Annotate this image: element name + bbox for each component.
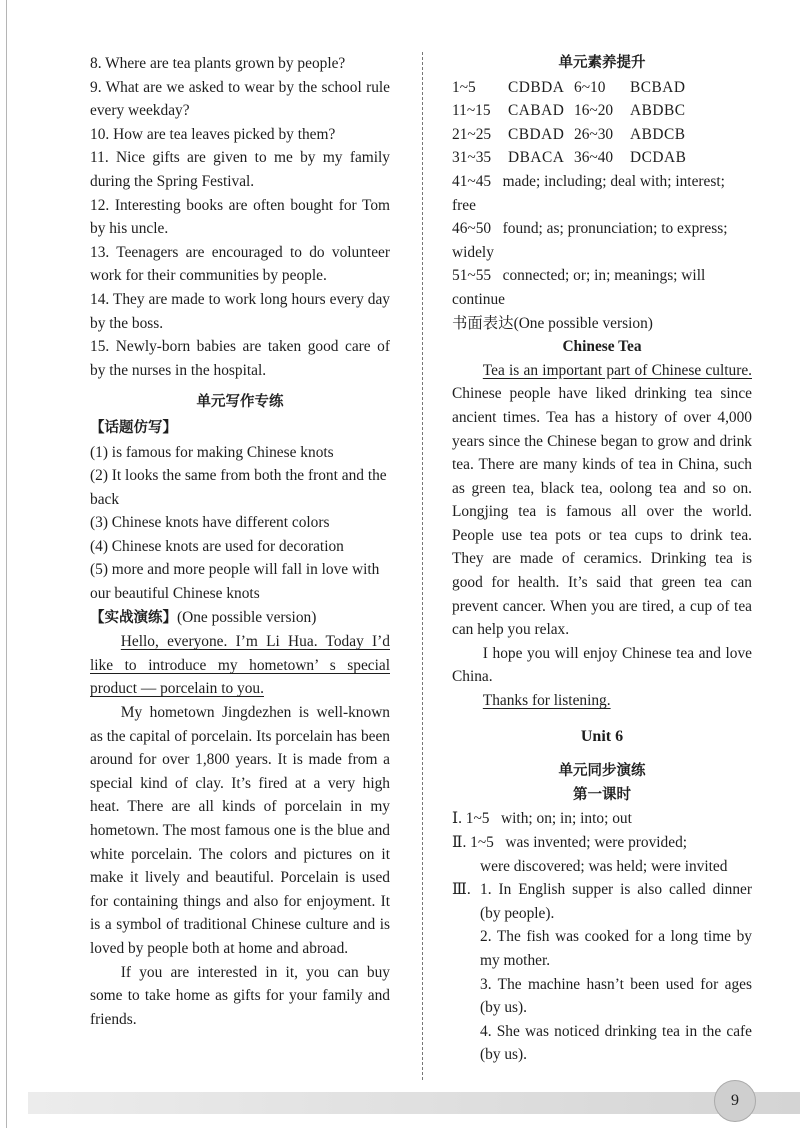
footer-band [28,1092,800,1114]
answer-key: CDBDA [508,78,565,96]
answer-line: 11. Nice gifts are given to me by my family during the Spring Festival. [90,149,390,190]
unit-title: Unit 6 [580,727,624,745]
essay-paragraph [452,359,752,642]
answer-line: 13. Teenagers are encouraged to do volunteer work for their communities by people. [90,243,390,285]
answer-line: 10. How are tea leaves picked by them? [90,125,336,143]
answer-range: 26~30 [574,125,614,143]
answer-key: ABDCB [630,125,686,143]
part-three-item: 2. The fish was cooked for a long time by my mother. [480,928,752,969]
answer-range: 16~20 [574,102,614,120]
sync-section-heading: 单元同步演练 [558,763,646,780]
left-column [90,52,390,1031]
essay-topic-sentence: Tea is an important part of Chinese culture. [482,361,752,379]
page-number: 9 [714,1080,756,1122]
part-three-item: 1. In English supper is also called dinner (by people). [480,881,752,922]
topic-item: (1) is famous for making Chinese knots [90,443,334,461]
answer-key: CABAD [508,102,565,120]
fill-answer-line: 46~50 found; as; pronunciation; to express; widely [452,220,732,261]
binding-edge [6,0,7,1128]
topic-item: (4) Chinese knots are used for decoration [90,537,344,555]
lesson-heading: 第一课时 [573,786,631,803]
essay-thanks-line [452,689,752,713]
right-column [452,52,752,1067]
column-divider [422,52,423,1080]
answer-row [452,146,752,170]
answer-row [452,76,752,100]
literacy-section-heading: 单元素养提升 [558,55,646,71]
part-two-answers-cont: were discovered; was held; were invited [480,857,728,875]
essay-title: Chinese Tea [562,338,642,356]
practice-note: (One possible version) [177,608,317,626]
topic-item: (3) Chinese knots have different colors [90,514,330,532]
answer-range: 6~10 [574,78,606,96]
part-three-items [480,878,752,1067]
answer-line: 14. They are made to work long hours every day by the boss. [90,290,390,332]
answer-row [452,123,752,147]
topic-item: (5) more and more people will fall in love with our beautiful Chinese knots [90,561,380,603]
answer-line: 9. What are we asked to wear by the school rule every weekday? [90,78,390,120]
writing-section-heading: 单元写作专练 [196,394,284,411]
answer-range: 36~40 [574,149,614,167]
fill-answer-line: 41~45 made; including; deal with; interest; free [452,172,729,214]
answer-line: 12. Interesting books are often bought for Tom by his uncle. [90,196,390,238]
part-one-answers: Ⅰ. 1~5 with; on; in; into; out [452,810,632,828]
practice-heading [90,606,390,631]
essay-body: Chinese people have liked drinking tea since ancient times. Tea has a history of over 4,000 years since the Chinese began to grow and drink tea. There are many kinds of tea in China, such as green tea, black tea, oolong tea and so on. Longjing tea is famous all over the world. People use tea pots or tea cups to drink tea. They are made of ceramics. Drinking tea is good for health. It’s said that green tea can prevent cancer. When you are tired, a cup of tea can help you relax. [452,385,752,639]
part-three-block [452,878,752,1067]
answer-line: 15. Newly-born babies are taken good care of by the nurses in the hospital. [90,338,390,379]
answer-key: DBACA [508,149,565,167]
essay-hope: I hope you will enjoy Chinese tea and love China. [452,644,752,686]
part-three-label: Ⅲ. [452,881,471,899]
answer-key: ABDBC [630,102,686,120]
answer-key: BCBAD [630,78,686,96]
part-two-answers: Ⅱ. 1~5 was invented; were provided; [452,834,688,851]
topic-item: (2) It looks the same from both the front and the back [90,467,387,508]
essay-paragraph: My hometown Jingdezhen is well-known as the capital of porcelain. Its porcelain has been around for over 1,800 years. It is made from a special kind of clay. It’s fired at a very high heat. There are all kinds of porcelain in my hometown. The most famous one is the blue and white porcelain. The colors and pictures on it make it lively and beautiful. Porcelain is used for containing things and also for enjoyment. It is a symbol of traditional Chinese culture and is loved by people both at home and abroad. [90,704,390,957]
answer-range: 21~25 [452,125,492,143]
part-three-item: 4. She was noticed drinking tea in the cafe (by us). [480,1022,752,1064]
part-three-item: 3. The machine hasn’t been used for ages (by us). [480,975,752,1017]
answer-key: DCDAB [630,149,687,167]
answer-range: 11~15 [452,102,491,120]
fill-answer-line: 51~55 connected; or; in; meanings; will continue [452,267,710,308]
answer-range: 31~35 [452,149,492,167]
essay-thanks: Thanks for listening. [482,692,611,710]
practice-tag: 【实战演练】 [90,609,177,626]
answer-range: 1~5 [452,78,476,96]
answer-key: CBDAD [508,125,565,143]
essay-opening [90,630,390,701]
answer-line: 8. Where are tea plants grown by people? [90,55,346,72]
essay-opening-text: Hello, everyone. I’m Li Hua. Today I’d like to introduce my hometown’ s special product — porcelain to you. [90,633,390,698]
answer-row [452,99,752,123]
topic-tag: 【话题仿写】 [90,419,177,436]
essay-paragraph: If you are interested in it, you can buy some to take home as gifts for your family and friends. [90,963,390,1028]
written-expression-label: 书面表达(One possible version) [452,314,653,332]
